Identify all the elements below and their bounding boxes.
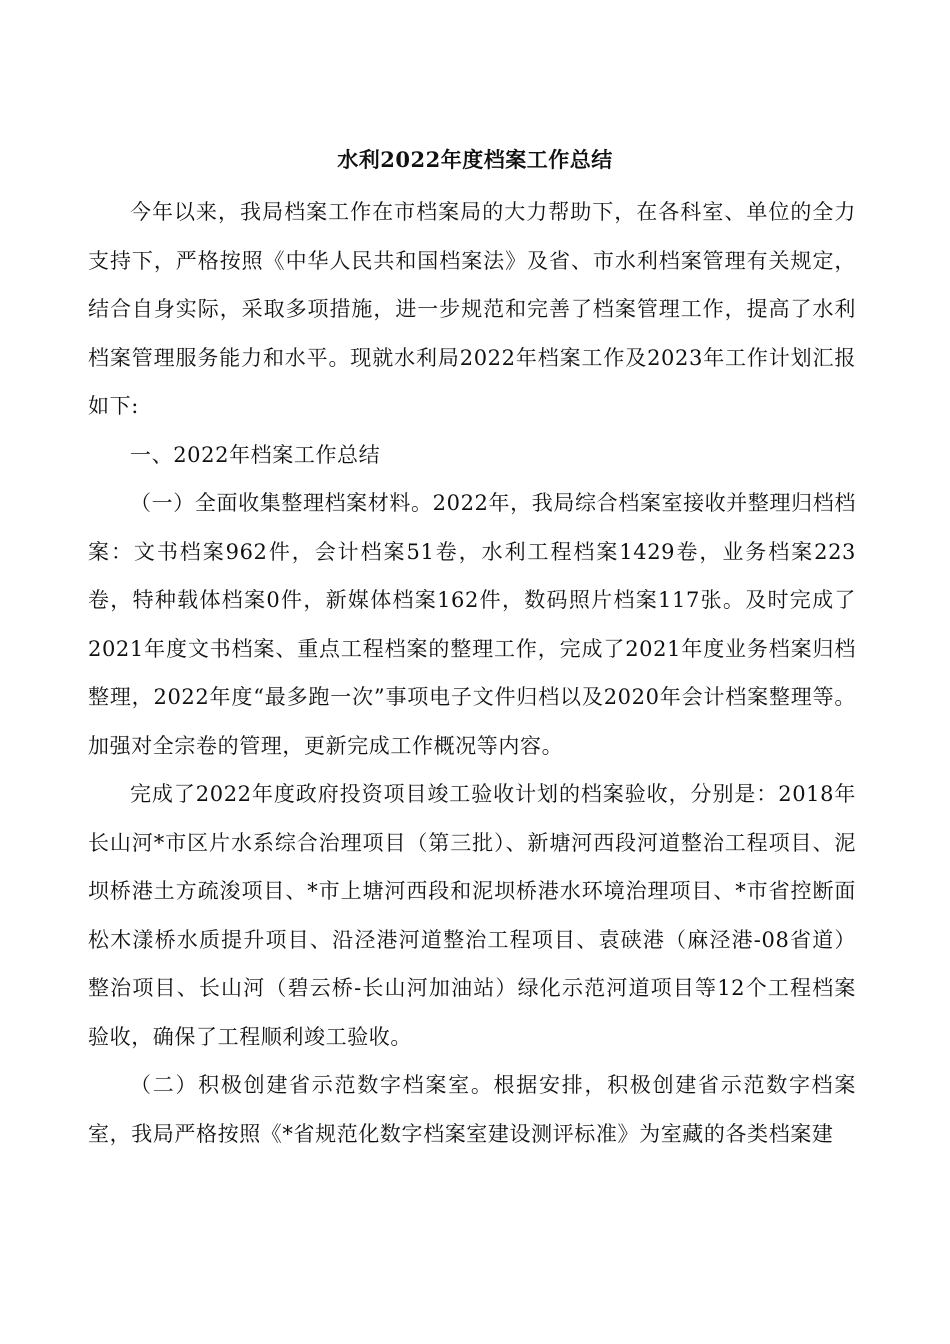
document-body	[88, 188, 856, 1158]
section-heading: 一、2022年档案工作总结	[130, 442, 381, 467]
intro-paragraph: 今年以来，我局档案工作在市档案局的大力帮助下，在各科室、单位的全力支持下，严格按照《中华人民共和国档案法》及省、市水利档案管理有关规定，结合自身实际，采取多项措施，进一步规范和完善了档案管理工作，提高了水利档案管理服务能力和水平。现就水利局2022年档案工作及2023年工作计划汇报如下:	[88, 200, 856, 418]
collection-paragraph: （一）全面收集整理档案材料。2022年，我局综合档案室接收并整理归档档案：文书档案962件，会计档案51卷，水利工程档案1429卷，业务档案223卷，特种载体档案0件，新媒体档案162件，数码照片档案117张。及时完成了2021年度文书档案、重点工程档案的整理工作，完成了2021年度业务档案归档整理，2022年度“最多跑一次”事项电子文件归档以及2020年会计档案整理等。加强对全宗卷的管理，更新完成工作概况等内容。	[88, 491, 856, 758]
digital-archive-paragraph: （二）积极创建省示范数字档案室。根据安排，积极创建省示范数字档案室，我局严格按照《*省规范化数字档案室建设测评标准》为室藏的各类档案建	[88, 1073, 856, 1146]
document-title: 水利2022年度档案工作总结	[337, 147, 613, 172]
acceptance-paragraph: 完成了2022年度政府投资项目竣工验收计划的档案验收，分别是：2018年长山河*市区片水系综合治理项目（第三批）、新塘河西段河道整治工程项目、泥坝桥港土方疏浚项目、*市上塘河西段和泥坝桥港水环境治理项目、*市省控断面松木漾桥水质提升项目、沿泾港河道整治工程项目、袁硖港（麻泾港-08省道）整治项目、长山河（碧云桥-长山河加油站）绿化示范河道项目等12个工程档案验收，确保了工程顺利竣工验收。	[88, 782, 856, 1049]
